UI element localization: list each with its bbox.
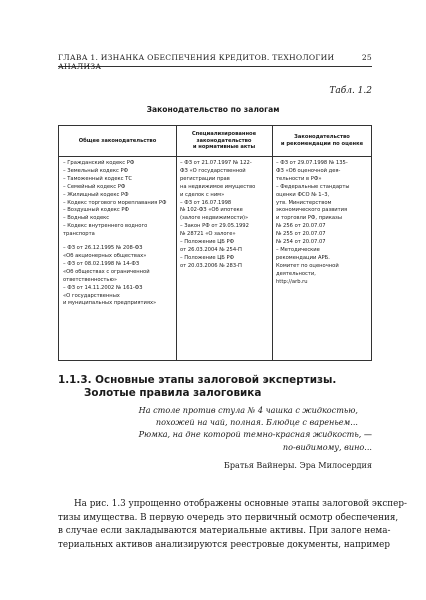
epigraph-line: Рюмка, на дне которой темно-красная жидкость, — xyxy=(138,429,372,440)
table-header-rule xyxy=(59,156,371,157)
body-line: в случае если закладываются материальные активы. При залоге нема- xyxy=(58,526,391,537)
table-column-general xyxy=(63,160,175,308)
table-cell-line: «О государственных xyxy=(63,292,120,299)
epigraph xyxy=(139,404,372,453)
table-cell-line: – ФЗ от 14.11.2002 № 161-ФЗ xyxy=(63,284,143,291)
section-heading-line-2: Золотые правила залоговика xyxy=(84,387,262,399)
table-cell-line: от 26.03.2004 № 254-П xyxy=(180,246,242,253)
page-number: 25 xyxy=(361,53,372,62)
table-cell-line: и сделок с ним» xyxy=(180,191,225,198)
header-line: и нормативные акты xyxy=(192,144,256,151)
header-line: и рекомендации по оценке xyxy=(280,141,364,147)
table-cell-line: и торговли РФ, приказы xyxy=(276,215,342,222)
table-cell-line: – Положение ЦБ РФ xyxy=(180,254,235,261)
table-column-specialized xyxy=(180,160,271,271)
table-header-valuation xyxy=(272,127,372,155)
table-cell-line: № 254 от 20.07.07 xyxy=(276,239,326,246)
table-cell-line: – ФЗ от 08.02.1998 № 14-ФЗ xyxy=(63,260,140,267)
table-cell-line: – Федеральные стандарты xyxy=(276,183,350,190)
table-cell-line: № 28721 «О залоге» xyxy=(180,231,236,238)
table-cell-line: на недвижимое имущество xyxy=(180,183,256,190)
header-line: Специализированное xyxy=(191,131,257,138)
table-cell-line: – Земельный кодекс РФ xyxy=(63,167,129,174)
section-heading xyxy=(58,374,336,400)
body-paragraph xyxy=(58,498,407,552)
table-cell-line: – ФЗ от 26.12.1995 № 208-ФЗ xyxy=(63,245,143,252)
table-column-valuation xyxy=(276,160,371,287)
table-divider-2 xyxy=(272,126,273,360)
header-line: Законодательство xyxy=(294,134,350,141)
table-cell-line: Комитет по оценочной xyxy=(276,262,339,269)
table-cell-line: транспорта xyxy=(63,231,95,238)
table-cell-line: «Об обществах с ограниченной xyxy=(63,268,150,275)
table-cell-line: от 20.03.2006 № 283-П xyxy=(180,262,242,269)
table-cell-line: тельности в РФ» xyxy=(276,175,322,182)
table-cell-line: оценки ФСО № 1–3, xyxy=(276,191,330,198)
body-line: На рис. 1.3 упрощенно отображены основные этапы залоговой экспер- xyxy=(74,499,407,509)
table-label: Табл. 1.2 xyxy=(329,86,372,96)
table-cell-line: – Кодекс внутреннего водного xyxy=(63,223,148,230)
table-cell-line: – ФЗ от 29.07.1998 № 135- xyxy=(276,160,348,166)
legislation-table xyxy=(58,125,372,361)
table-header-specialized xyxy=(176,127,272,155)
epigraph-line: по-видимому, вино... xyxy=(282,441,372,452)
table-cell-line: http://arb.ru xyxy=(276,278,308,285)
section-heading-line-1: 1.1.3. Основные этапы залоговой экспертизы. xyxy=(58,374,337,386)
table-cell-line: – ФЗ от 16.07.1998 xyxy=(180,199,232,206)
table-cell-line: – ФЗ от 21.07.1997 № 122- xyxy=(180,160,252,166)
table-cell-line: ФЗ «О государственной xyxy=(180,167,246,174)
table-cell-line: – Кодекс торгового мореплавания РФ xyxy=(63,199,167,206)
table-cell-line: ФЗ «Об оценочной дея- xyxy=(276,167,341,174)
epigraph-line: На столе против стула № 4 чашка с жидкостью, xyxy=(138,405,358,415)
table-cell-line: № 255 от 20.07.07 xyxy=(276,231,326,238)
table-cell-line: № 102-ФЗ «Об ипотеке xyxy=(180,207,243,214)
body-line: териальных активов анализируются реестровые документы, например xyxy=(58,539,390,550)
table-cell-line: утв. Министерством xyxy=(276,199,332,206)
table-cell-line: ответственностью» xyxy=(63,276,118,283)
body-line: тизы имущества. В первую очередь это первичный осмотр обеспечения, xyxy=(58,512,399,523)
header-line: законодательство xyxy=(196,137,252,144)
table-cell-line: – Воздушный кодекс РФ xyxy=(63,207,129,214)
table-divider-1 xyxy=(176,126,177,360)
table-cell-line: – Методические xyxy=(276,246,320,253)
table-cell-line: – Семейный кодекс РФ xyxy=(63,183,126,190)
table-title: Законодательство по залогам xyxy=(146,105,280,114)
table-cell-line: деятельности, xyxy=(276,270,316,277)
table-cell-line: и муниципальных предприятиях» xyxy=(63,300,157,307)
epigraph-author: Братья Вайнеры. Эра Милосердия xyxy=(223,460,372,470)
table-cell-line: – Таможенный кодекс ТС xyxy=(63,175,132,182)
table-cell-line: – Водный кодекс xyxy=(63,215,110,222)
header-line: Общее законодательство xyxy=(78,137,157,144)
table-cell-line: экономического развития xyxy=(276,207,348,214)
table-cell-line: регистрации прав xyxy=(180,175,230,182)
running-header-title: ГЛАВА 1. ИЗНАНКА ОБЕСПЕЧЕНИЯ КРЕДИТОВ. ТЕХНОЛОГИИ АНАЛИЗА xyxy=(58,53,335,71)
table-cell-line: – Положение ЦБ РФ xyxy=(180,239,235,246)
table-cell-line: «Об акционерных обществах» xyxy=(63,252,147,259)
table-cell-line: № 256 от 20.07.07 xyxy=(276,223,326,230)
running-header xyxy=(58,50,372,71)
table-cell-line: (залоге недвижимости)» xyxy=(180,215,249,222)
table-cell-line: – Закон РФ от 29.05.1992 xyxy=(180,223,249,230)
table-cell-line: – Жилищный кодекс РФ xyxy=(63,191,129,198)
epigraph-line: похожей на чай, полная. Блюдце с вареньем... xyxy=(155,417,358,428)
table-cell-line: рекомендации АРБ. xyxy=(276,254,330,261)
table-cell-line: – Гражданский кодекс РФ xyxy=(63,160,135,166)
table-header-general xyxy=(59,127,176,155)
